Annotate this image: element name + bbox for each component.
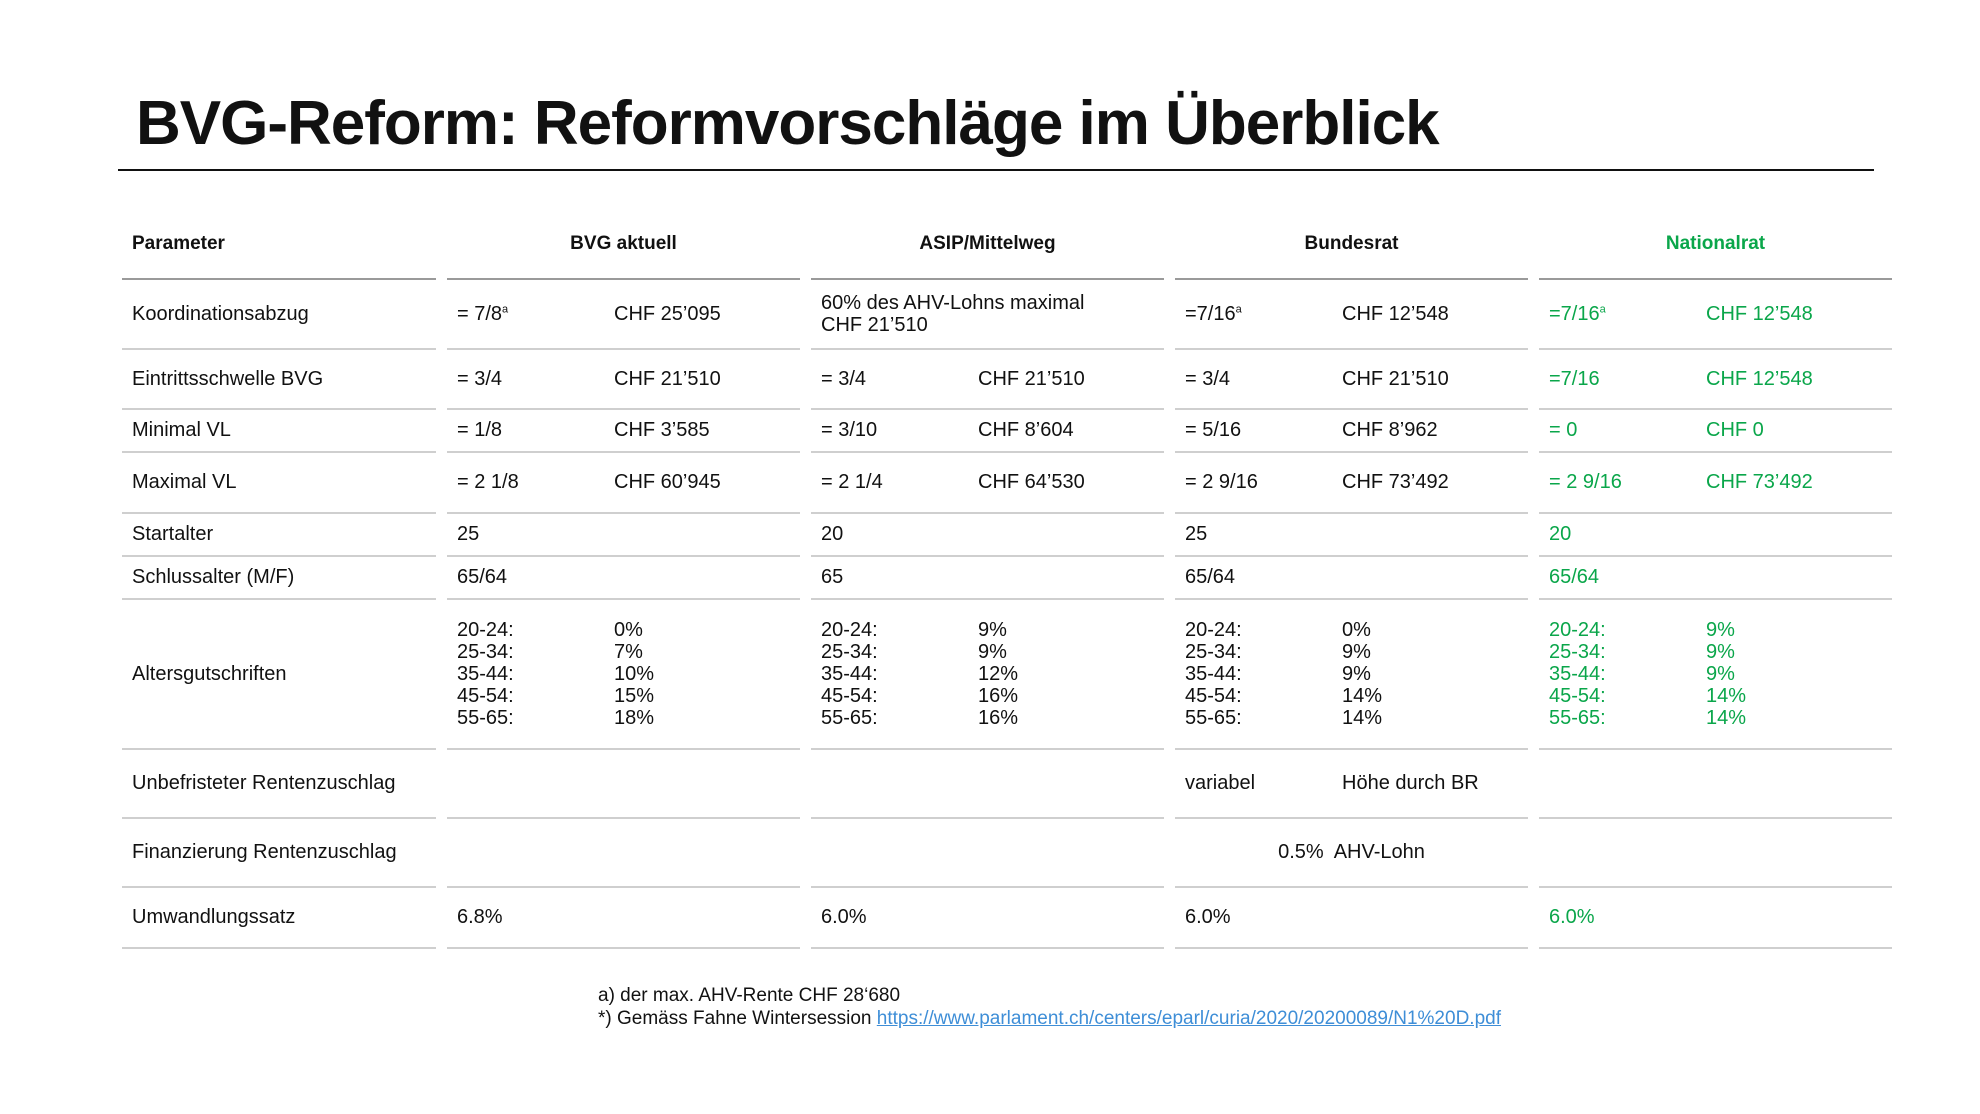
cell-br: 6.0% bbox=[1175, 888, 1528, 949]
cell-br bbox=[1175, 280, 1528, 350]
credit-rate: 18% bbox=[614, 707, 655, 729]
age-bracket: 20-24: bbox=[1549, 619, 1606, 641]
age-bracket: 35-44: bbox=[457, 663, 514, 685]
cell-bvg: 25 bbox=[447, 514, 800, 557]
cell-text: 60% des AHV-Lohns maximal CHF 21’510 bbox=[821, 292, 1085, 336]
cell-asip: 20 bbox=[811, 514, 1164, 557]
age-bracket: 25-34: bbox=[457, 641, 514, 663]
cell-bvg bbox=[447, 750, 800, 819]
age-bracket: 45-54: bbox=[821, 685, 878, 707]
cell-amount: CHF 25’095 bbox=[614, 302, 721, 325]
table-header-row bbox=[122, 210, 1892, 280]
cell-bvg bbox=[447, 600, 800, 750]
table-row bbox=[122, 888, 1892, 949]
age-bracket: 45-54: bbox=[457, 685, 514, 707]
cell-amount: CHF 60’945 bbox=[614, 471, 721, 493]
table-row bbox=[122, 280, 1892, 350]
table-row bbox=[122, 410, 1892, 453]
table-row bbox=[122, 514, 1892, 557]
age-bracket: 35-44: bbox=[821, 663, 878, 685]
age-bracket: 25-34: bbox=[821, 641, 878, 663]
cell-nr: 65/64 bbox=[1539, 557, 1892, 600]
cell-amount: CHF 0 bbox=[1706, 419, 1764, 441]
age-bracket: 55-65: bbox=[457, 707, 514, 729]
cell-asip bbox=[811, 453, 1164, 514]
table-row bbox=[122, 750, 1892, 819]
cell-asip bbox=[811, 280, 1164, 350]
cell-br bbox=[1175, 453, 1528, 514]
cell-fraction: = 3/4 bbox=[457, 367, 503, 390]
cell-amount: CHF 64’530 bbox=[978, 471, 1085, 493]
row-label: Maximal VL bbox=[122, 453, 436, 514]
credit-rate: 9% bbox=[978, 619, 1007, 641]
cell-amount: CHF 3’585 bbox=[614, 419, 710, 441]
age-bracket: 25-34: bbox=[1549, 641, 1606, 663]
credit-rate: 15% bbox=[614, 685, 655, 707]
cell-fraction: = 2 9/16 bbox=[1185, 471, 1258, 493]
credit-rate: 9% bbox=[1706, 619, 1735, 641]
row-label: Schlussalter (M/F) bbox=[122, 557, 436, 600]
cell-br: 25 bbox=[1175, 514, 1528, 557]
footnote-source-label: *) Gemäss Fahne Wintersession bbox=[598, 1008, 872, 1029]
cell-asip bbox=[811, 410, 1164, 453]
cell-note: Höhe durch BR bbox=[1342, 772, 1479, 794]
credit-rate: 14% bbox=[1706, 685, 1747, 707]
row-label: Umwandlungssatz bbox=[122, 888, 436, 949]
cell-asip: 65 bbox=[811, 557, 1164, 600]
cell-amount: CHF 21’510 bbox=[614, 367, 721, 390]
credit-rate: 9% bbox=[1342, 641, 1371, 663]
credit-rate: 9% bbox=[1342, 663, 1371, 685]
cell-bvg bbox=[447, 453, 800, 514]
table-row bbox=[122, 600, 1892, 750]
cell-br: 65/64 bbox=[1175, 557, 1528, 600]
cell-bvg bbox=[447, 819, 800, 888]
cell-nr bbox=[1539, 750, 1892, 819]
credit-rate: 14% bbox=[1706, 707, 1747, 729]
row-label: Minimal VL bbox=[122, 410, 436, 453]
cell-fraction: =7/16 bbox=[1549, 367, 1600, 390]
cell-nr: 20 bbox=[1539, 514, 1892, 557]
cell-fraction: = 0 bbox=[1549, 419, 1578, 441]
cell-fraction: = 7/8 bbox=[457, 302, 503, 325]
cell-bvg bbox=[447, 350, 800, 410]
age-bracket: 20-24: bbox=[457, 619, 514, 641]
credit-rate: 10% bbox=[614, 663, 655, 685]
credit-rate: 0% bbox=[614, 619, 643, 641]
cell-fraction: = 3/4 bbox=[1185, 367, 1231, 390]
age-bracket: 20-24: bbox=[1185, 619, 1242, 641]
age-bracket: 25-34: bbox=[1185, 641, 1242, 663]
age-bracket: 20-24: bbox=[821, 619, 878, 641]
cell-fraction: = 2 1/8 bbox=[457, 471, 519, 493]
credit-rate: 9% bbox=[978, 641, 1007, 663]
header-bundesrat: Bundesrat bbox=[1175, 210, 1528, 280]
header-asip-mittelweg: ASIP/Mittelweg bbox=[811, 210, 1164, 280]
cell-bvg: 65/64 bbox=[447, 557, 800, 600]
cell-amount: CHF 8’604 bbox=[978, 419, 1074, 441]
cell-amount: CHF 8’962 bbox=[1342, 419, 1438, 441]
cell-nr bbox=[1539, 410, 1892, 453]
cell-fraction: = 1/8 bbox=[457, 419, 503, 441]
cell-asip bbox=[811, 600, 1164, 750]
cell-asip: 6.0% bbox=[811, 888, 1164, 949]
cell-fraction: =7/16 bbox=[1549, 302, 1600, 325]
cell-nr bbox=[1539, 350, 1892, 410]
credit-rate: 7% bbox=[614, 641, 643, 663]
credit-rate: 0% bbox=[1342, 619, 1371, 641]
cell-br bbox=[1175, 350, 1528, 410]
cell-nr bbox=[1539, 453, 1892, 514]
footnote-marker: a bbox=[1599, 302, 1606, 315]
cell-amount: CHF 21’510 bbox=[1342, 367, 1449, 390]
row-label: Eintrittsschwelle BVG bbox=[122, 350, 436, 410]
cell-fraction: = 3/4 bbox=[821, 367, 867, 390]
cell-asip bbox=[811, 819, 1164, 888]
cell-br bbox=[1175, 750, 1528, 819]
age-bracket: 55-65: bbox=[1549, 707, 1606, 729]
row-label: Altersgutschriften bbox=[122, 600, 436, 750]
cell-nr bbox=[1539, 600, 1892, 750]
cell-fraction: =7/16 bbox=[1185, 302, 1236, 325]
row-label: Finanzierung Rentenzuschlag bbox=[122, 819, 436, 888]
cell-fraction: = 5/16 bbox=[1185, 419, 1242, 441]
cell-amount: CHF 73’492 bbox=[1342, 471, 1449, 493]
age-bracket: 45-54: bbox=[1549, 685, 1606, 707]
age-bracket: 45-54: bbox=[1185, 685, 1242, 707]
table-row bbox=[122, 453, 1892, 514]
header-nationalrat: Nationalrat bbox=[1539, 210, 1892, 280]
table-row bbox=[122, 557, 1892, 600]
cell-nr bbox=[1539, 819, 1892, 888]
row-label: Koordinationsabzug bbox=[122, 280, 436, 350]
cell-nr: 6.0% bbox=[1539, 888, 1892, 949]
cell-asip bbox=[811, 750, 1164, 819]
cell-amount: CHF 12’548 bbox=[1342, 302, 1449, 325]
credit-rate: 9% bbox=[1706, 641, 1735, 663]
credit-rate: 12% bbox=[978, 663, 1019, 685]
cell-nr bbox=[1539, 280, 1892, 350]
source-link[interactable]: https://www.parlament.ch/centers/eparl/curia/2020/20200089/N1%20D.pdf bbox=[876, 1008, 1501, 1029]
cell-fraction: = 2 9/16 bbox=[1549, 471, 1622, 493]
cell-amount: CHF 73’492 bbox=[1706, 471, 1813, 493]
cell-value: variabel bbox=[1185, 772, 1256, 794]
header-parameter: Parameter bbox=[122, 210, 436, 280]
cell-asip bbox=[811, 350, 1164, 410]
cell-bvg bbox=[447, 280, 800, 350]
credit-rate: 16% bbox=[978, 707, 1019, 729]
credit-rate: 14% bbox=[1342, 707, 1383, 729]
row-label: Unbefristeter Rentenzuschlag bbox=[122, 750, 436, 819]
cell-br bbox=[1175, 600, 1528, 750]
cell-bvg bbox=[447, 410, 800, 453]
cell-bvg: 6.8% bbox=[447, 888, 800, 949]
age-bracket: 55-65: bbox=[1185, 707, 1242, 729]
cell-fraction: = 3/10 bbox=[821, 419, 878, 441]
reform-comparison-table bbox=[111, 210, 1903, 949]
age-bracket: 55-65: bbox=[821, 707, 878, 729]
footnote-marker: a bbox=[502, 302, 509, 315]
row-label: Startalter bbox=[122, 514, 436, 557]
table-row bbox=[122, 350, 1892, 410]
cell-amount: CHF 12’548 bbox=[1706, 302, 1813, 325]
cell-amount: CHF 12’548 bbox=[1706, 367, 1813, 390]
footnote-a: a) der max. AHV-Rente CHF 28‘680 bbox=[598, 985, 901, 1006]
credit-rate: 9% bbox=[1706, 663, 1735, 685]
age-bracket: 35-44: bbox=[1185, 663, 1242, 685]
cell-amount: CHF 21’510 bbox=[978, 367, 1085, 390]
age-bracket: 35-44: bbox=[1549, 663, 1606, 685]
table-row bbox=[122, 819, 1892, 888]
credit-rate: 16% bbox=[978, 685, 1019, 707]
footnote-marker: a bbox=[1235, 302, 1242, 315]
credit-rate: 14% bbox=[1342, 685, 1383, 707]
cell-br: 0.5% AHV-Lohn bbox=[1175, 819, 1528, 888]
header-bvg-aktuell: BVG aktuell bbox=[447, 210, 800, 280]
cell-fraction: = 2 1/4 bbox=[821, 471, 883, 493]
cell-br bbox=[1175, 410, 1528, 453]
page-title: BVG-Reform: Reformvorschläge im Überblick bbox=[136, 89, 1439, 158]
footnotes bbox=[598, 984, 1501, 1030]
footnote-source bbox=[598, 1007, 1501, 1030]
title-divider bbox=[118, 169, 1874, 171]
